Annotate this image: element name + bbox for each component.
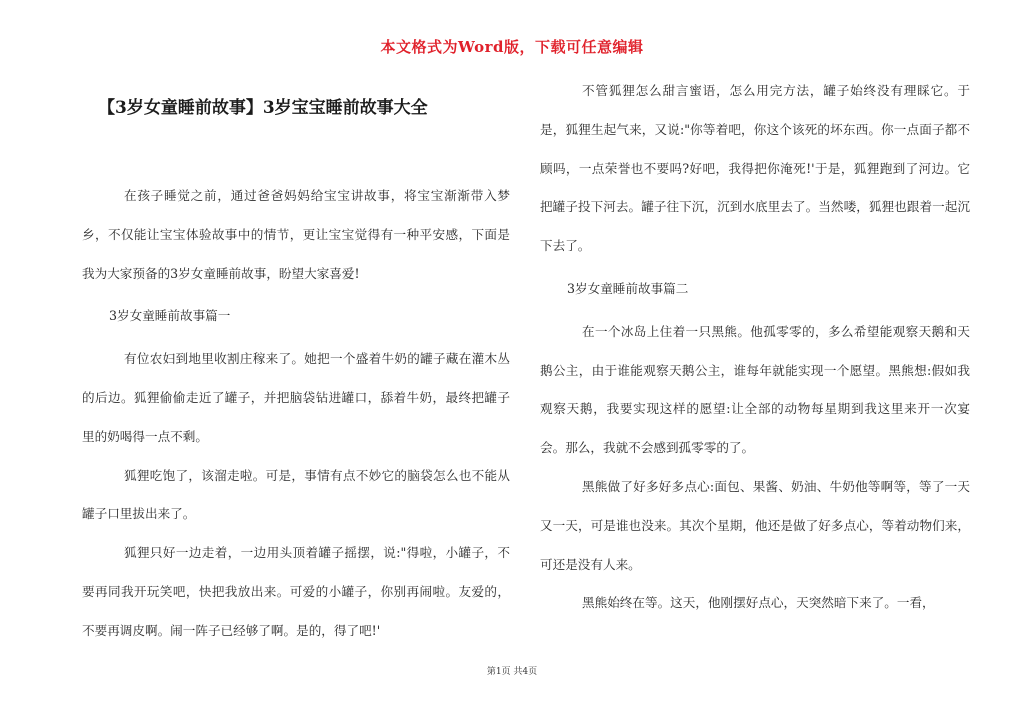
download-banner: 本文格式为Word版，下载可任意编辑: [380, 38, 644, 56]
document-title: 【3岁女童睡前故事】3岁宝宝睡前故事大全: [98, 98, 428, 118]
left-column: [82, 177, 510, 651]
story-paragraph: 狐狸吃饱了，该溜走啦。可是，事情有点不妙它的脑袋怎么也不能从罐子口里拔出来了。: [82, 467, 510, 522]
story-paragraph: 在一个冰岛上住着一只黑熊。他孤零零的，多么希望能观察天鹅和天鹅公主，由于谁能观察天鹅公主，谁每年就能实现一个愿望。黑熊想:假如我观察天鹅，我要实现这样的愿望:让全部的动物每星期到我这里来开一次宴会。那么，我就不会感到孤零零的了。: [540, 323, 970, 456]
story-paragraph: 黑熊做了好多好多点心:面包、果酱、奶油、牛奶他等啊等，等了一天又一天，可是谁也没来。其次个星期，他还是做了好多点心，等着动物们来，可还是没有人来。: [540, 478, 970, 572]
section-heading-one: 3岁女童睡前故事篇一: [109, 308, 231, 324]
story-paragraph: 有位农妇到地里收割庄稼来了。她把一个盛着牛奶的罐子藏在灌木丛的后边。狐狸偷偷走近了罐子，并把脑袋钻进罐口，舔着牛奶，最终把罐子里的奶喝得一点不剩。: [82, 351, 510, 444]
page-number-footer: 第1页 共4页: [486, 667, 538, 677]
story-paragraph: 狐狸只好一边走着，一边用头顶着罐子摇摆，说:"得啦，小罐子，不要再同我开玩笑吧，快把我放出来。可爱的小罐子，你别再闹啦。友爱的，不要再调皮啊。闹一阵子已经够了啊。是的，得了吧!': [82, 545, 510, 638]
right-column: [540, 72, 970, 623]
story-paragraph: 不管狐狸怎么甜言蜜语，怎么用完方法，罐子始终没有理睬它。于是，狐狸生起气来，又说:"你等着吧，你这个该死的坏东西。你一点面子都不顾吗，一点荣誉也不要吗?好吧，我得把你淹死!'于是，狐狸跑到了河边。它把罐子投下河去。罐子往下沉，沉到水底里去了。当然喽，狐狸也跟着一起沉下去了。: [540, 83, 970, 254]
intro-paragraph: 在孩子睡觉之前，通过爸爸妈妈给宝宝讲故事，将宝宝渐渐带入梦乡，不仅能让宝宝体验故事中的情节，更让宝宝觉得有一种平安感，下面是我为大家预备的3岁女童睡前故事，盼望大家喜爱!: [82, 188, 510, 281]
story-paragraph: 黑熊始终在等。这天，他刚摆好点心，天突然暗下来了。一看，: [582, 595, 935, 611]
section-heading-two: 3岁女童睡前故事篇二: [567, 280, 689, 296]
